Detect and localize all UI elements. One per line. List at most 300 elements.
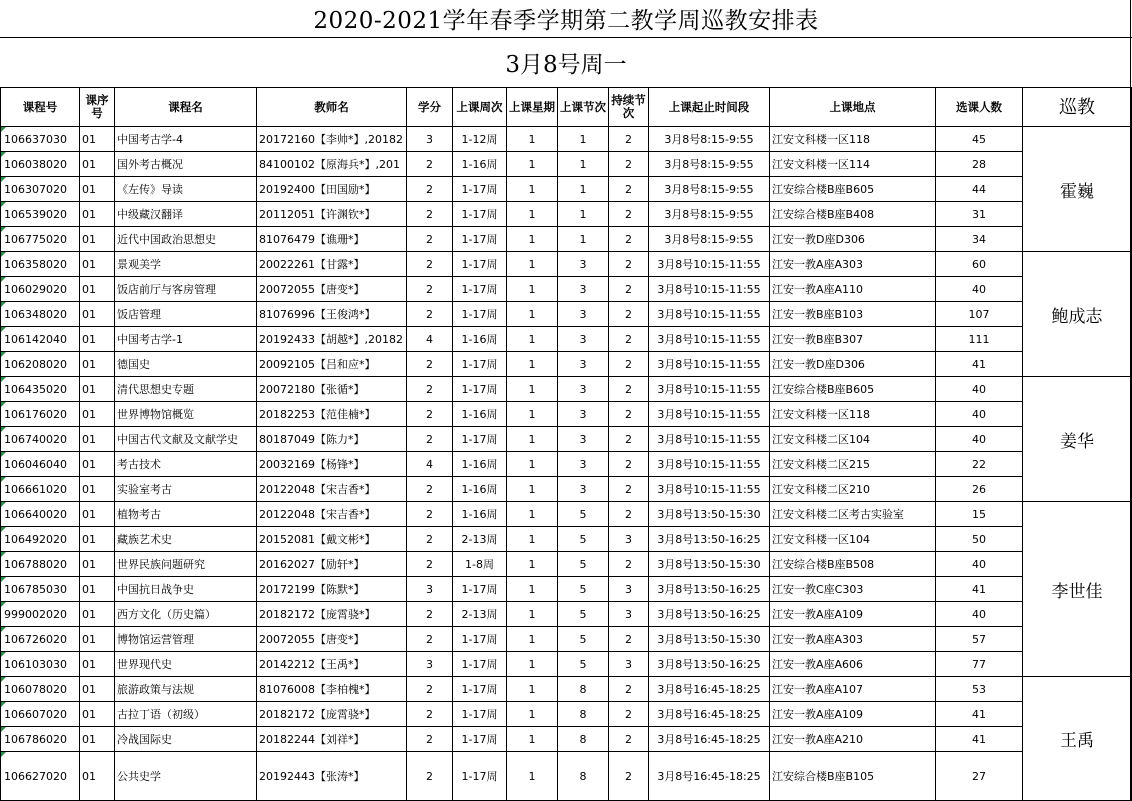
cell-credits: 2 <box>407 302 453 327</box>
cell-period: 3 <box>558 327 609 352</box>
cell-teacher: 20142212【王禹*】 <box>257 652 407 677</box>
table-row <box>1 277 1132 302</box>
cell-period: 3 <box>558 452 609 477</box>
cell-period: 8 <box>558 677 609 702</box>
cell-course-name: 古拉丁语（初级） <box>115 702 257 727</box>
cell-course-name: 博物馆运营管理 <box>115 627 257 652</box>
header-section-no: 课序号 <box>80 88 115 127</box>
cell-section-no: 01 <box>80 202 115 227</box>
header-row <box>1 88 1132 127</box>
cell-time-range: 3月8号10:15-11:55 <box>649 427 770 452</box>
cell-course-code: 106046040 <box>1 452 80 477</box>
cell-period: 3 <box>558 277 609 302</box>
cell-duration: 2 <box>609 477 649 502</box>
cell-period: 5 <box>558 652 609 677</box>
cell-section-no: 01 <box>80 127 115 152</box>
cell-course-name: 西方文化（历史篇） <box>115 602 257 627</box>
cell-section-no: 01 <box>80 602 115 627</box>
header-time-range: 上课起止时间段 <box>649 88 770 127</box>
header-duration: 持续节次 <box>609 88 649 127</box>
cell-duration: 2 <box>609 152 649 177</box>
cell-credits: 2 <box>407 227 453 252</box>
cell-weeks: 1-17周 <box>453 427 507 452</box>
table-row <box>1 202 1132 227</box>
cell-course-code: 106661020 <box>1 477 80 502</box>
table-row <box>1 677 1132 702</box>
cell-course-code: 106786020 <box>1 727 80 752</box>
cell-period: 1 <box>558 202 609 227</box>
table-row <box>1 527 1132 552</box>
cell-weeks: 1-16周 <box>453 152 507 177</box>
cell-teacher: 81076008【李柏槐*】 <box>257 677 407 702</box>
cell-time-range: 3月8号10:15-11:55 <box>649 477 770 502</box>
cell-section-no: 01 <box>80 477 115 502</box>
cell-patrol-teacher: 李世佳 <box>1023 502 1132 677</box>
cell-weekday: 1 <box>507 477 558 502</box>
cell-section-no: 01 <box>80 227 115 252</box>
cell-weeks: 1-16周 <box>453 502 507 527</box>
cell-course-code: 106029020 <box>1 277 80 302</box>
table-row <box>1 302 1132 327</box>
table-row <box>1 227 1132 252</box>
cell-course-code: 106176020 <box>1 402 80 427</box>
cell-patrol-teacher: 王禹 <box>1023 677 1132 801</box>
cell-weekday: 1 <box>507 527 558 552</box>
cell-course-code: 106726020 <box>1 627 80 652</box>
cell-teacher: 20182244【刘祥*】 <box>257 727 407 752</box>
cell-weeks: 1-17周 <box>453 377 507 402</box>
cell-section-no: 01 <box>80 702 115 727</box>
cell-enrollment: 107 <box>936 302 1023 327</box>
cell-weekday: 1 <box>507 327 558 352</box>
cell-enrollment: 34 <box>936 227 1023 252</box>
schedule-table <box>0 87 1132 801</box>
cell-weekday: 1 <box>507 127 558 152</box>
cell-course-code: 106785030 <box>1 577 80 602</box>
cell-credits: 2 <box>407 252 453 277</box>
cell-period: 5 <box>558 552 609 577</box>
cell-time-range: 3月8号13:50-16:25 <box>649 602 770 627</box>
cell-time-range: 3月8号13:50-15:30 <box>649 552 770 577</box>
cell-teacher: 20072055【唐变*】 <box>257 277 407 302</box>
cell-time-range: 3月8号10:15-11:55 <box>649 277 770 302</box>
cell-weekday: 1 <box>507 427 558 452</box>
cell-duration: 2 <box>609 302 649 327</box>
cell-time-range: 3月8号16:45-18:25 <box>649 702 770 727</box>
table-row <box>1 127 1132 152</box>
cell-credits: 2 <box>407 752 453 801</box>
cell-credits: 3 <box>407 652 453 677</box>
cell-weekday: 1 <box>507 377 558 402</box>
cell-period: 3 <box>558 377 609 402</box>
cell-credits: 2 <box>407 277 453 302</box>
cell-credits: 2 <box>407 477 453 502</box>
cell-course-name: 饭店管理 <box>115 302 257 327</box>
cell-location: 江安文科楼一区104 <box>770 527 936 552</box>
cell-weekday: 1 <box>507 752 558 801</box>
cell-teacher: 81076479【谯珊*】 <box>257 227 407 252</box>
cell-location: 江安一教A座A110 <box>770 277 936 302</box>
cell-duration: 2 <box>609 752 649 801</box>
cell-weeks: 1-17周 <box>453 577 507 602</box>
cell-course-name: 中国抗日战争史 <box>115 577 257 602</box>
header-enrollment: 选课人数 <box>936 88 1023 127</box>
cell-weeks: 2-13周 <box>453 527 507 552</box>
cell-course-name: 公共史学 <box>115 752 257 801</box>
cell-section-no: 01 <box>80 152 115 177</box>
cell-teacher: 20032169【杨锋*】 <box>257 452 407 477</box>
table-row <box>1 177 1132 202</box>
cell-section-no: 01 <box>80 452 115 477</box>
cell-time-range: 3月8号13:50-16:25 <box>649 527 770 552</box>
header-course-name: 课程名 <box>115 88 257 127</box>
cell-period: 3 <box>558 402 609 427</box>
cell-credits: 2 <box>407 402 453 427</box>
cell-section-no: 01 <box>80 327 115 352</box>
cell-credits: 2 <box>407 352 453 377</box>
cell-enrollment: 57 <box>936 627 1023 652</box>
cell-course-name: 实验室考古 <box>115 477 257 502</box>
cell-duration: 2 <box>609 177 649 202</box>
cell-enrollment: 50 <box>936 527 1023 552</box>
cell-enrollment: 45 <box>936 127 1023 152</box>
cell-weekday: 1 <box>507 502 558 527</box>
cell-course-code: 106435020 <box>1 377 80 402</box>
cell-period: 3 <box>558 252 609 277</box>
cell-credits: 2 <box>407 177 453 202</box>
cell-weeks: 1-17周 <box>453 702 507 727</box>
cell-teacher: 20152081【戴文彬*】 <box>257 527 407 552</box>
cell-period: 5 <box>558 577 609 602</box>
cell-location: 江安文科楼一区118 <box>770 127 936 152</box>
cell-weeks: 1-16周 <box>453 477 507 502</box>
cell-duration: 2 <box>609 727 649 752</box>
cell-period: 3 <box>558 302 609 327</box>
cell-course-code: 999002020 <box>1 602 80 627</box>
cell-teacher: 20162027【励轩*】 <box>257 552 407 577</box>
cell-weekday: 1 <box>507 277 558 302</box>
cell-weeks: 1-17周 <box>453 727 507 752</box>
cell-teacher: 20182253【范佳楠*】 <box>257 402 407 427</box>
cell-section-no: 01 <box>80 427 115 452</box>
cell-teacher: 20172160【李帅*】,20182 <box>257 127 407 152</box>
cell-weekday: 1 <box>507 602 558 627</box>
cell-weeks: 1-8周 <box>453 552 507 577</box>
cell-course-name: 冷战国际史 <box>115 727 257 752</box>
cell-enrollment: 31 <box>936 202 1023 227</box>
cell-period: 5 <box>558 527 609 552</box>
cell-teacher: 20182172【庞霄骁*】 <box>257 602 407 627</box>
cell-course-name: 植物考古 <box>115 502 257 527</box>
cell-section-no: 01 <box>80 652 115 677</box>
header-teacher: 教师名 <box>257 88 407 127</box>
table-row <box>1 627 1132 652</box>
table-row <box>1 477 1132 502</box>
cell-time-range: 3月8号13:50-15:30 <box>649 502 770 527</box>
cell-location: 江安一教A座A303 <box>770 252 936 277</box>
cell-time-range: 3月8号10:15-11:55 <box>649 327 770 352</box>
cell-weeks: 1-17周 <box>453 652 507 677</box>
cell-duration: 2 <box>609 677 649 702</box>
cell-course-code: 106788020 <box>1 552 80 577</box>
table-row <box>1 427 1132 452</box>
cell-location: 江安一教B座B307 <box>770 327 936 352</box>
cell-period: 3 <box>558 352 609 377</box>
cell-course-code: 106740020 <box>1 427 80 452</box>
cell-time-range: 3月8号10:15-11:55 <box>649 252 770 277</box>
cell-teacher: 20112051【许渊钦*】 <box>257 202 407 227</box>
cell-duration: 2 <box>609 252 649 277</box>
cell-course-name: 国外考古概况 <box>115 152 257 177</box>
cell-weekday: 1 <box>507 652 558 677</box>
page-subtitle: 3月8号周一 <box>0 37 1132 88</box>
cell-course-code: 106492020 <box>1 527 80 552</box>
cell-weekday: 1 <box>507 577 558 602</box>
cell-duration: 2 <box>609 452 649 477</box>
cell-enrollment: 26 <box>936 477 1023 502</box>
cell-course-code: 106038020 <box>1 152 80 177</box>
header-location: 上课地点 <box>770 88 936 127</box>
cell-credits: 2 <box>407 502 453 527</box>
table-row <box>1 702 1132 727</box>
cell-patrol-teacher: 鲍成志 <box>1023 252 1132 377</box>
cell-duration: 2 <box>609 377 649 402</box>
cell-duration: 2 <box>609 227 649 252</box>
cell-time-range: 3月8号16:45-18:25 <box>649 752 770 801</box>
cell-credits: 2 <box>407 427 453 452</box>
cell-enrollment: 53 <box>936 677 1023 702</box>
cell-weekday: 1 <box>507 352 558 377</box>
cell-course-name: 近代中国政治思想史 <box>115 227 257 252</box>
cell-course-name: 景观美学 <box>115 252 257 277</box>
cell-time-range: 3月8号13:50-16:25 <box>649 577 770 602</box>
cell-period: 5 <box>558 627 609 652</box>
cell-period: 1 <box>558 152 609 177</box>
cell-time-range: 3月8号8:15-9:55 <box>649 177 770 202</box>
cell-duration: 2 <box>609 552 649 577</box>
cell-course-name: 世界现代史 <box>115 652 257 677</box>
cell-section-no: 01 <box>80 502 115 527</box>
cell-enrollment: 40 <box>936 552 1023 577</box>
cell-course-name: 世界博物馆概览 <box>115 402 257 427</box>
header-weekday: 上课星期 <box>507 88 558 127</box>
cell-credits: 2 <box>407 202 453 227</box>
table-body <box>1 127 1132 801</box>
cell-course-code: 106103030 <box>1 652 80 677</box>
header-period: 上课节次 <box>558 88 609 127</box>
cell-credits: 2 <box>407 727 453 752</box>
cell-location: 江安综合楼B座B605 <box>770 377 936 402</box>
cell-enrollment: 41 <box>936 577 1023 602</box>
table-row <box>1 352 1132 377</box>
cell-course-code: 106142040 <box>1 327 80 352</box>
cell-period: 8 <box>558 752 609 801</box>
cell-weeks: 1-17周 <box>453 302 507 327</box>
cell-course-code: 106208020 <box>1 352 80 377</box>
cell-location: 江安一教A座A107 <box>770 677 936 702</box>
cell-time-range: 3月8号8:15-9:55 <box>649 227 770 252</box>
cell-weekday: 1 <box>507 152 558 177</box>
cell-period: 8 <box>558 727 609 752</box>
cell-duration: 3 <box>609 602 649 627</box>
cell-credits: 2 <box>407 377 453 402</box>
cell-duration: 2 <box>609 202 649 227</box>
cell-duration: 3 <box>609 652 649 677</box>
cell-weeks: 1-17周 <box>453 227 507 252</box>
cell-enrollment: 15 <box>936 502 1023 527</box>
cell-duration: 2 <box>609 127 649 152</box>
cell-weeks: 1-17周 <box>453 352 507 377</box>
cell-location: 江安文科楼一区114 <box>770 152 936 177</box>
cell-time-range: 3月8号8:15-9:55 <box>649 127 770 152</box>
header-patrol: 巡教 <box>1023 88 1132 127</box>
cell-enrollment: 60 <box>936 252 1023 277</box>
cell-duration: 2 <box>609 702 649 727</box>
table-row <box>1 252 1132 277</box>
cell-location: 江安综合楼B座B605 <box>770 177 936 202</box>
cell-teacher: 20172199【陈默*】 <box>257 577 407 602</box>
cell-credits: 3 <box>407 577 453 602</box>
cell-period: 1 <box>558 227 609 252</box>
cell-time-range: 3月8号10:15-11:55 <box>649 302 770 327</box>
cell-section-no: 01 <box>80 252 115 277</box>
cell-location: 江安一教B座B103 <box>770 302 936 327</box>
cell-course-name: 世界民族问题研究 <box>115 552 257 577</box>
cell-teacher: 20022261【甘露*】 <box>257 252 407 277</box>
cell-location: 江安文科楼一区118 <box>770 402 936 427</box>
cell-duration: 2 <box>609 502 649 527</box>
cell-course-name: 旅游政策与法规 <box>115 677 257 702</box>
cell-section-no: 01 <box>80 627 115 652</box>
cell-weeks: 1-16周 <box>453 402 507 427</box>
cell-section-no: 01 <box>80 352 115 377</box>
cell-section-no: 01 <box>80 577 115 602</box>
cell-time-range: 3月8号10:15-11:55 <box>649 377 770 402</box>
cell-patrol-teacher: 霍巍 <box>1023 127 1132 252</box>
cell-teacher: 84100102【原海兵*】,201 <box>257 152 407 177</box>
cell-section-no: 01 <box>80 402 115 427</box>
cell-course-name: 清代思想史专题 <box>115 377 257 402</box>
cell-weeks: 1-17周 <box>453 627 507 652</box>
cell-course-code: 106307020 <box>1 177 80 202</box>
cell-section-no: 01 <box>80 752 115 801</box>
cell-location: 江安一教D座D306 <box>770 227 936 252</box>
cell-section-no: 01 <box>80 177 115 202</box>
cell-weeks: 1-17周 <box>453 677 507 702</box>
cell-duration: 2 <box>609 402 649 427</box>
cell-duration: 2 <box>609 427 649 452</box>
cell-credits: 2 <box>407 627 453 652</box>
cell-teacher: 20122048【宋吉香*】 <box>257 502 407 527</box>
table-row <box>1 602 1132 627</box>
cell-teacher: 20072055【唐变*】 <box>257 627 407 652</box>
cell-weeks: 1-12周 <box>453 127 507 152</box>
cell-course-code: 106358020 <box>1 252 80 277</box>
cell-time-range: 3月8号10:15-11:55 <box>649 402 770 427</box>
cell-enrollment: 40 <box>936 277 1023 302</box>
cell-teacher: 20092105【吕和应*】 <box>257 352 407 377</box>
cell-enrollment: 22 <box>936 452 1023 477</box>
cell-course-name: 德国史 <box>115 352 257 377</box>
cell-weekday: 1 <box>507 627 558 652</box>
cell-course-code: 106637030 <box>1 127 80 152</box>
cell-location: 江安一教A座A109 <box>770 702 936 727</box>
table-row <box>1 652 1132 677</box>
cell-section-no: 01 <box>80 727 115 752</box>
table-row <box>1 327 1132 352</box>
cell-course-code: 106539020 <box>1 202 80 227</box>
cell-duration: 2 <box>609 352 649 377</box>
cell-weeks: 1-17周 <box>453 177 507 202</box>
header-weeks: 上课周次 <box>453 88 507 127</box>
cell-course-name: 饭店前厅与客房管理 <box>115 277 257 302</box>
cell-section-no: 01 <box>80 552 115 577</box>
cell-teacher: 20182172【庞霄骁*】 <box>257 702 407 727</box>
table-row <box>1 577 1132 602</box>
cell-enrollment: 40 <box>936 377 1023 402</box>
cell-course-code: 106627020 <box>1 752 80 801</box>
header-credits: 学分 <box>407 88 453 127</box>
cell-teacher: 20122048【宋吉香*】 <box>257 477 407 502</box>
cell-enrollment: 40 <box>936 402 1023 427</box>
cell-location: 江安一教A座A109 <box>770 602 936 627</box>
cell-weekday: 1 <box>507 227 558 252</box>
cell-time-range: 3月8号13:50-15:30 <box>649 627 770 652</box>
cell-period: 1 <box>558 177 609 202</box>
cell-credits: 2 <box>407 152 453 177</box>
cell-credits: 2 <box>407 602 453 627</box>
cell-weekday: 1 <box>507 252 558 277</box>
cell-credits: 2 <box>407 527 453 552</box>
cell-credits: 3 <box>407 127 453 152</box>
cell-weekday: 1 <box>507 452 558 477</box>
cell-course-name: 中国古代文献及文献学史 <box>115 427 257 452</box>
table-row <box>1 452 1132 477</box>
cell-location: 江安一教A座A303 <box>770 627 936 652</box>
cell-course-code: 106078020 <box>1 677 80 702</box>
cell-enrollment: 41 <box>936 702 1023 727</box>
cell-course-code: 106640020 <box>1 502 80 527</box>
cell-patrol-teacher: 姜华 <box>1023 377 1132 502</box>
cell-enrollment: 27 <box>936 752 1023 801</box>
cell-credits: 4 <box>407 452 453 477</box>
cell-weekday: 1 <box>507 552 558 577</box>
cell-location: 江安文科楼二区215 <box>770 452 936 477</box>
cell-teacher: 20192400【田国励*】 <box>257 177 407 202</box>
cell-location: 江安综合楼B座B408 <box>770 202 936 227</box>
cell-period: 5 <box>558 602 609 627</box>
cell-enrollment: 41 <box>936 352 1023 377</box>
table-row <box>1 502 1132 527</box>
cell-course-code: 106348020 <box>1 302 80 327</box>
cell-weeks: 1-16周 <box>453 327 507 352</box>
cell-enrollment: 28 <box>936 152 1023 177</box>
cell-period: 3 <box>558 477 609 502</box>
cell-teacher: 20072180【张循*】 <box>257 377 407 402</box>
cell-location: 江安文科楼二区考古实验室 <box>770 502 936 527</box>
cell-teacher: 80187049【陈力*】 <box>257 427 407 452</box>
cell-course-name: 考古技术 <box>115 452 257 477</box>
cell-teacher: 20192433【胡越*】,20182 <box>257 327 407 352</box>
cell-location: 江安文科楼二区104 <box>770 427 936 452</box>
cell-weekday: 1 <box>507 402 558 427</box>
cell-weekday: 1 <box>507 727 558 752</box>
cell-time-range: 3月8号16:45-18:25 <box>649 677 770 702</box>
cell-weeks: 2-13周 <box>453 602 507 627</box>
cell-location: 江安文科楼二区210 <box>770 477 936 502</box>
cell-course-name: 中国考古学-4 <box>115 127 257 152</box>
cell-credits: 2 <box>407 552 453 577</box>
